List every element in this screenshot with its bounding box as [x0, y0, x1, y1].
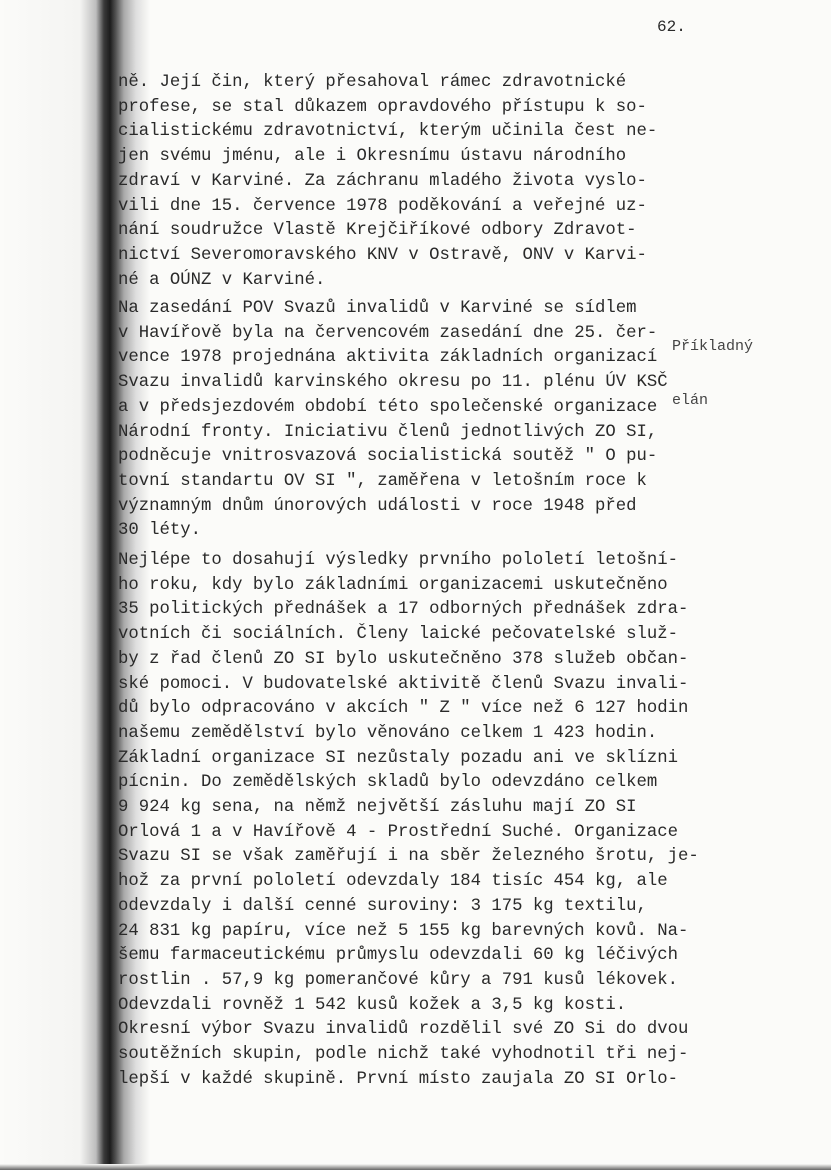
text-line: 9 924 kg sena, na němž největší zásluhu mají ZO SI — [118, 798, 637, 818]
text-line: vili dne 15. července 1978 poděkování a veřejné uz- — [118, 196, 647, 216]
text-line: v Havířově byla na červencovém zasedání dne 25. čer- — [118, 323, 658, 343]
text-line: zdraví v Karviné. Za záchranu mladého života vyslo- — [118, 171, 647, 191]
text-line: nání soudružce Vlastě Krejčiříkové odbory Zdravot- — [118, 221, 637, 241]
text-line: Odevzdali rovněž 1 542 kusů kožek a 3,5 kg kosti. — [118, 995, 627, 1015]
text-line: né a OÚNZ v Karviné. — [118, 270, 326, 290]
paragraph-1 — [118, 71, 657, 293]
text-line: významným dnům únorových události v roce 1948 před — [118, 496, 637, 516]
text-line: lepší v každé skupině. První místo zaujala ZO SI Orlo- — [118, 1069, 679, 1089]
text-line: votních či sociálních. Členy laické pečovatelské služ- — [118, 625, 679, 645]
text-line: ské pomoci. V budovatelské aktivitě členů Svazu invali- — [118, 674, 689, 694]
text-line: Svazu SI se však zaměřují i na sběr železného šrotu, je- — [118, 847, 699, 867]
text-line: 30 léty. — [118, 521, 201, 541]
page-number: 62. — [657, 18, 686, 36]
text-line: Orlová 1 a v Havířově 4 - Prostřední Suché. Organizace — [118, 822, 679, 842]
text-line: ho roku, kdy bylo základními organizacemi uskutečněno — [118, 575, 668, 595]
text-line: tovní standartu OV SI ", zaměřena v letošním roce k — [118, 471, 647, 491]
text-line: odevzdaly i další cenné suroviny: 3 175 kg textilu, — [118, 896, 647, 916]
text-line: jen svému jménu, ale i Okresnímu ústavu národního — [118, 147, 627, 167]
margin-note-line: Příkladný — [672, 338, 754, 355]
text-line: a v předsjezdovém období této společenské organizace — [118, 397, 658, 417]
text-line: vence 1978 projednána aktivita základních organizací — [118, 348, 658, 368]
paragraph-2 — [118, 297, 668, 544]
text-line: ně. Její čin, který přesahoval rámec zdravotnické — [118, 73, 627, 92]
text-line: profese, se stal důkazem opravdového přístupu k so- — [118, 97, 647, 117]
text-line: Nejlépe to dosahují výsledky prvního pololetí letošní- — [118, 551, 679, 570]
text-line: Základní organizace SI nezůstaly pozadu ani ve sklízni — [118, 748, 679, 768]
text-line: Svazu invalidů karvinského okresu po 11. plénu ÚV KSČ — [118, 373, 668, 393]
text-line: soutěžních skupin, podle nichž také vyhodnotil tři nej- — [118, 1045, 689, 1065]
page-bottom-edge — [0, 1164, 831, 1170]
text-line: Na zasedání POV Svazů invalidů v Karviné se sídlem — [118, 299, 637, 318]
text-line: by z řad členů ZO SI bylo uskutečněno 378 služeb občan- — [118, 649, 689, 669]
text-line: nictví Severomoravského KNV v Ostravě, ONV v Karvi- — [118, 245, 647, 265]
text-line: 35 politických přednášek a 17 odborných přednášek zdra- — [118, 600, 689, 620]
text-line: podněcuje vnitrosvazová socialistická soutěž " O pu- — [118, 447, 658, 467]
text-line: rostlin . 57,9 kg pomerančové kůry a 791 kusů lékovek. — [118, 970, 679, 990]
text-line: cialistickému zdravotnictví, kterým učinila čest ne- — [118, 122, 658, 142]
text-line: dů bylo odpracováno v akcích " Z " více než 6 127 hodin — [118, 699, 689, 719]
text-line: Okresní výbor Svazu invalidů rozdělil své ZO Si do dvou — [118, 1020, 689, 1040]
text-line: našemu zemědělství bylo věnováno celkem 1 423 hodin. — [118, 723, 658, 743]
text-line: Národní fronty. Iniciativu členů jednotlivých ZO SI, — [118, 422, 658, 442]
margin-note — [672, 302, 753, 428]
text-line: 24 831 kg papíru, více než 5 155 kg barevných kovů. Na- — [118, 921, 689, 941]
margin-note-line: elán — [672, 392, 709, 409]
text-line: pícnin. Do zemědělských skladů bylo odevzdáno celkem — [118, 773, 658, 793]
text-line: šemu farmaceutickému průmyslu odevzdali 60 kg léčivých — [118, 946, 679, 966]
paragraph-3 — [118, 549, 699, 1092]
text-line: hož za první pololetí odevzdaly 184 tisíc 454 kg, ale — [118, 872, 668, 892]
